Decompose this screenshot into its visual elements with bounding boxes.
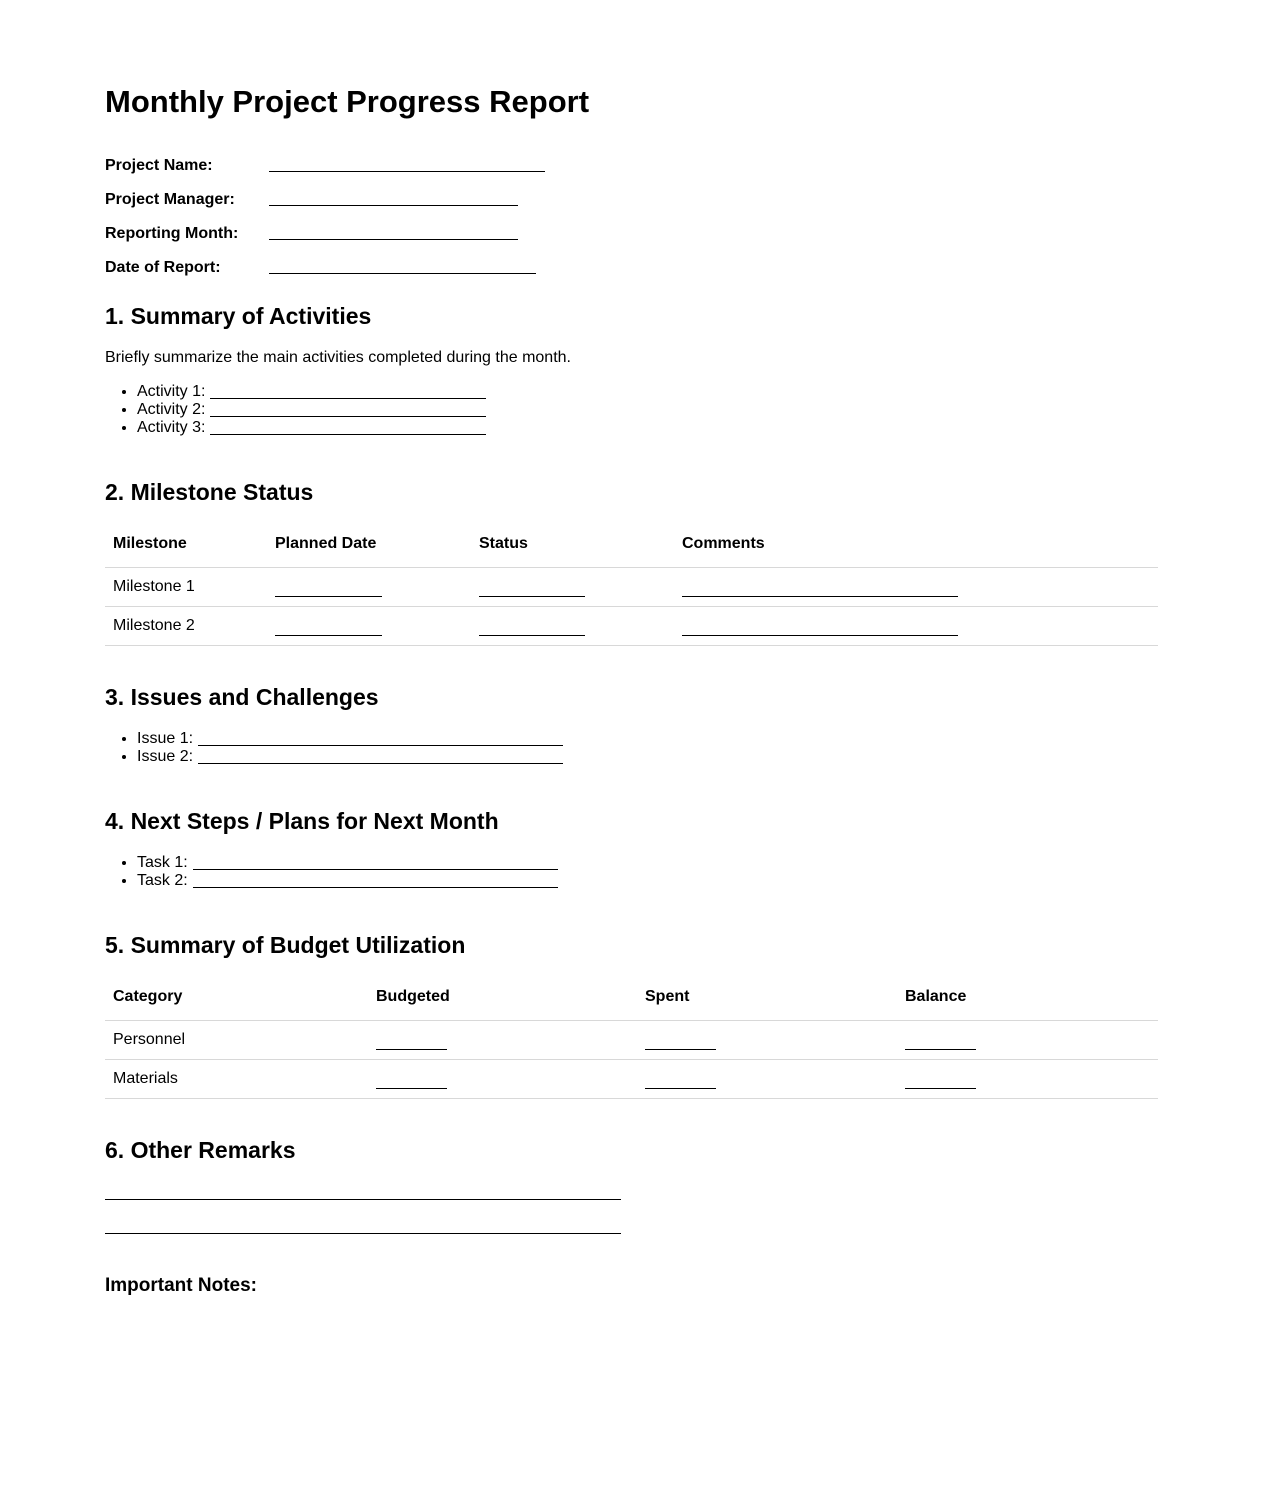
col-planned-date: Planned Date (267, 521, 471, 568)
important-notes-heading: Important Notes: (105, 1275, 257, 1296)
section-1-heading: 1. Summary of Activities (105, 303, 372, 329)
project-manager-blank[interactable] (269, 204, 518, 206)
table-row (105, 1060, 1158, 1099)
date-of-report-label: Date of Report: (105, 259, 221, 276)
milestone-1-comments (674, 568, 1158, 607)
section-5-heading: 5. Summary of Budget Utilization (105, 932, 466, 958)
milestone-1-planned-date (267, 568, 471, 607)
balance-blank[interactable] (905, 1048, 976, 1050)
section-6-heading: 6. Other Remarks (105, 1137, 296, 1163)
task-2-label: Task 2: (137, 872, 188, 889)
col-category: Category (105, 974, 368, 1021)
table-header-row (105, 974, 1158, 1021)
activity-3-blank[interactable] (210, 433, 486, 435)
materials-balance (897, 1060, 1158, 1099)
col-balance: Balance (897, 974, 1158, 1021)
col-spent: Spent (637, 974, 897, 1021)
materials-budgeted (368, 1060, 637, 1099)
planned-date-blank[interactable] (275, 634, 382, 636)
project-name-blank[interactable] (269, 170, 545, 172)
table-row (105, 1021, 1158, 1060)
list-item (137, 854, 558, 872)
report-page (0, 0, 1263, 277)
milestone-1-cell: Milestone 1 (105, 568, 267, 607)
remarks-line-2[interactable] (105, 1233, 621, 1234)
project-name-label: Project Name: (105, 157, 213, 174)
milestone-2-cell: Milestone 2 (105, 607, 267, 646)
list-item (137, 383, 486, 401)
project-manager-label: Project Manager: (105, 191, 235, 208)
activity-3-label: Activity 3: (137, 419, 206, 436)
personnel-cell: Personnel (105, 1021, 368, 1060)
task-list (105, 854, 558, 890)
list-item (137, 748, 563, 766)
reporting-month-blank[interactable] (269, 238, 518, 240)
activity-1-blank[interactable] (210, 397, 486, 399)
status-blank[interactable] (479, 595, 585, 597)
col-status: Status (471, 521, 674, 568)
section-4-heading: 4. Next Steps / Plans for Next Month (105, 808, 499, 834)
issue-2-blank[interactable] (198, 762, 563, 764)
milestone-table (105, 521, 1158, 646)
issue-1-label: Issue 1: (137, 730, 194, 747)
list-item (137, 872, 558, 890)
materials-cell: Materials (105, 1060, 368, 1099)
activity-2-blank[interactable] (210, 415, 486, 417)
remarks-line-1[interactable] (105, 1199, 621, 1200)
milestone-1-status (471, 568, 674, 607)
milestone-2-comments (674, 607, 1158, 646)
status-blank[interactable] (479, 634, 585, 636)
col-budgeted: Budgeted (368, 974, 637, 1021)
info-row-project-manager (105, 175, 1158, 209)
activity-1-label: Activity 1: (137, 383, 206, 400)
personnel-spent (637, 1021, 897, 1060)
table-header-row (105, 521, 1158, 568)
task-2-blank[interactable] (193, 886, 558, 888)
section-2-heading: 2. Milestone Status (105, 479, 314, 505)
budgeted-blank[interactable] (376, 1087, 447, 1089)
table-row (105, 607, 1158, 646)
info-row-date-of-report (105, 243, 1158, 277)
budget-table (105, 974, 1158, 1099)
materials-spent (637, 1060, 897, 1099)
budgeted-blank[interactable] (376, 1048, 447, 1050)
balance-blank[interactable] (905, 1087, 976, 1089)
list-item (137, 401, 486, 419)
issue-2-label: Issue 2: (137, 748, 194, 765)
spent-blank[interactable] (645, 1048, 716, 1050)
planned-date-blank[interactable] (275, 595, 382, 597)
task-1-blank[interactable] (193, 868, 558, 870)
milestone-2-planned-date (267, 607, 471, 646)
list-item (137, 730, 563, 748)
comments-blank[interactable] (682, 634, 958, 636)
page-title: Monthly Project Progress Report (105, 84, 590, 119)
personnel-budgeted (368, 1021, 637, 1060)
date-of-report-blank[interactable] (269, 272, 536, 274)
spent-blank[interactable] (645, 1087, 716, 1089)
issue-1-blank[interactable] (198, 744, 563, 746)
task-1-label: Task 1: (137, 854, 188, 871)
info-row-project-name (105, 141, 1158, 175)
activity-2-label: Activity 2: (137, 401, 206, 418)
list-item (137, 419, 486, 437)
reporting-month-label: Reporting Month: (105, 225, 239, 242)
section-3-heading: 3. Issues and Challenges (105, 684, 379, 710)
issue-list (105, 730, 563, 766)
comments-blank[interactable] (682, 595, 958, 597)
section-1-description: Briefly summarize the main activities completed during the month. (105, 349, 571, 366)
activity-list (105, 383, 486, 437)
info-row-reporting-month (105, 209, 1158, 243)
col-comments: Comments (674, 521, 1158, 568)
col-milestone: Milestone (105, 521, 267, 568)
table-row (105, 568, 1158, 607)
personnel-balance (897, 1021, 1158, 1060)
milestone-2-status (471, 607, 674, 646)
